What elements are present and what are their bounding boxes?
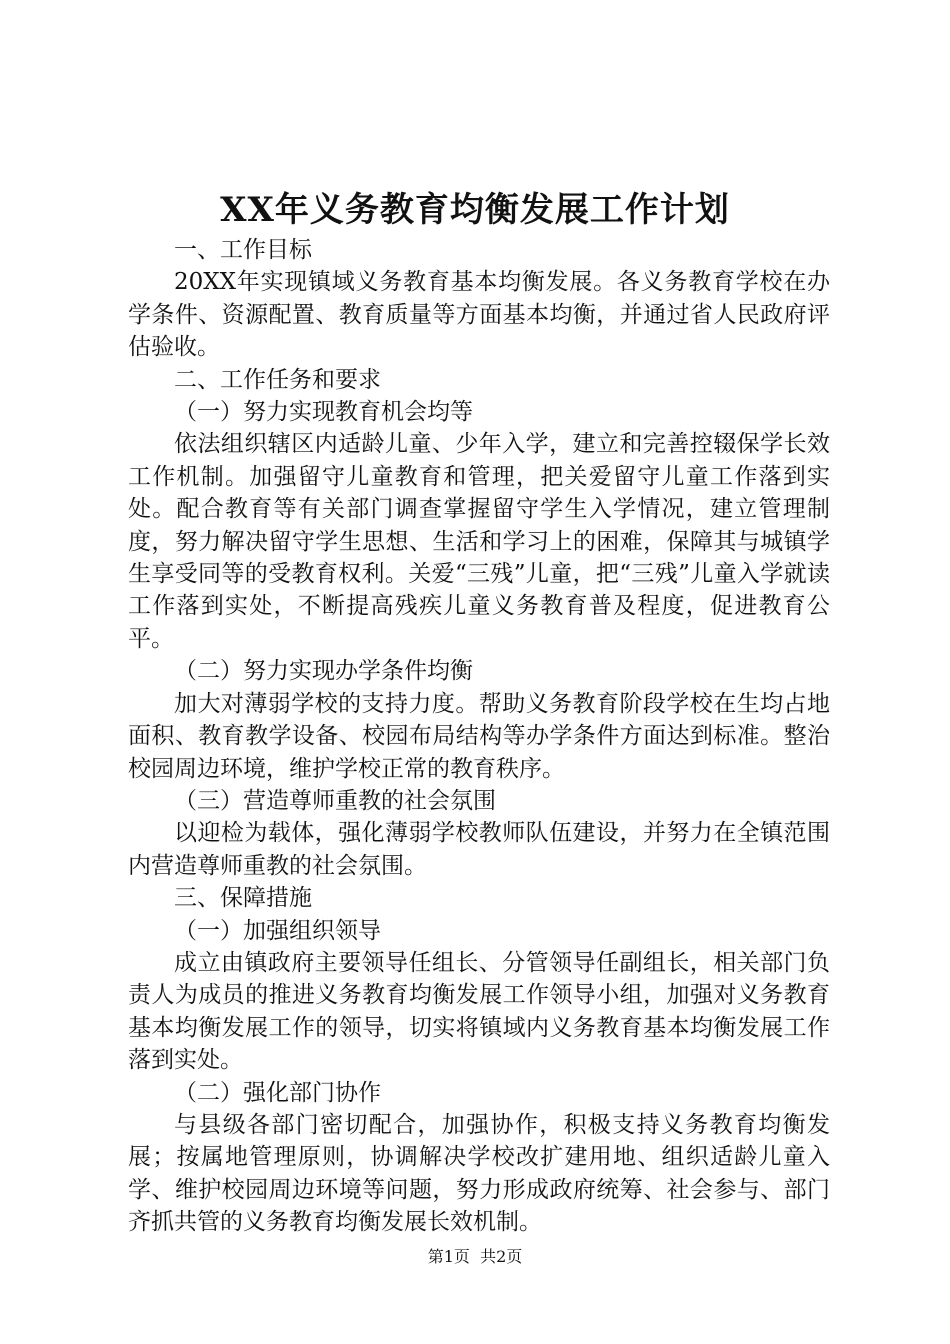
section-heading-goals: 一、工作目标: [174, 237, 312, 263]
subheading-respect-teachers: （三）营造尊师重教的社会氛围: [174, 787, 496, 814]
paragraph-goals: 20XX年实现镇域义务教育基本均衡发展。各义务教育学校在办学条件、资源配置、教育质量等方面基本均衡，并通过省人民政府评估验收。: [128, 269, 830, 361]
page-number-label: 第1页 共2页: [427, 1247, 523, 1266]
paragraph-respect-teachers: 以迎检为载体，强化薄弱学校教师队伍建设，并努力在全镇范围内营造尊师重教的社会氛围。: [128, 820, 830, 879]
section-heading-tasks: 二、工作任务和要求: [174, 366, 381, 393]
paragraph-school-conditions: 加大对薄弱学校的支持力度。帮助义务教育阶段学校在生均占地面积、教育教学设备、校园布局结构等办学条件方面达到标准。整治校园周边环境，维护学校正常的教育秩序。: [128, 690, 830, 782]
paragraph-cooperation: 与县级各部门密切配合，加强协作，积极支持义务教育均衡发展；按属地管理原则，协调解决学校改扩建用地、组织适龄儿童入学、维护校园周边环境等问题，努力形成政府统筹、社会参与、部门齐抓共管的义务教育均衡发展长效机制。: [128, 1111, 830, 1236]
paragraph-equal-opportunity: 依法组织辖区内适龄儿童、少年入学，建立和完善控辍保学长效工作机制。加强留守儿童教育和管理，把关爱留守儿童工作落到实处。配合教育等有关部门调查掌握留守学生入学情况，建立管理制度，努力解决留守学生思想、生活和学习上的困难，保障其与城镇学生享受同等的受教育权利。关爱“三残”儿童，把“三残”儿童入学就读工作落到实处，不断提高残疾儿童义务教育普及程度，促进教育公平。: [128, 431, 830, 652]
paragraph-leadership: 成立由镇政府主要领导任组长、分管领导任副组长，相关部门负责人为成员的推进义务教育均衡发展工作领导小组，加强对义务教育基本均衡发展工作的领导，切实将镇域内义务教育基本均衡发展工作落到实处。: [128, 949, 830, 1074]
subheading-cooperation: （二）强化部门协作: [174, 1079, 381, 1106]
subheading-leadership: （一）加强组织领导: [174, 917, 381, 944]
document-body: [128, 234, 830, 1239]
document-title: XX年义务教育均衡发展工作计划: [220, 190, 730, 230]
page-footer: [0, 1246, 950, 1268]
subheading-equal-opportunity: （一）努力实现教育机会均等: [174, 399, 473, 426]
subheading-school-conditions: （二）努力实现办学条件均衡: [174, 658, 473, 685]
section-heading-measures: 三、保障措施: [174, 885, 312, 912]
